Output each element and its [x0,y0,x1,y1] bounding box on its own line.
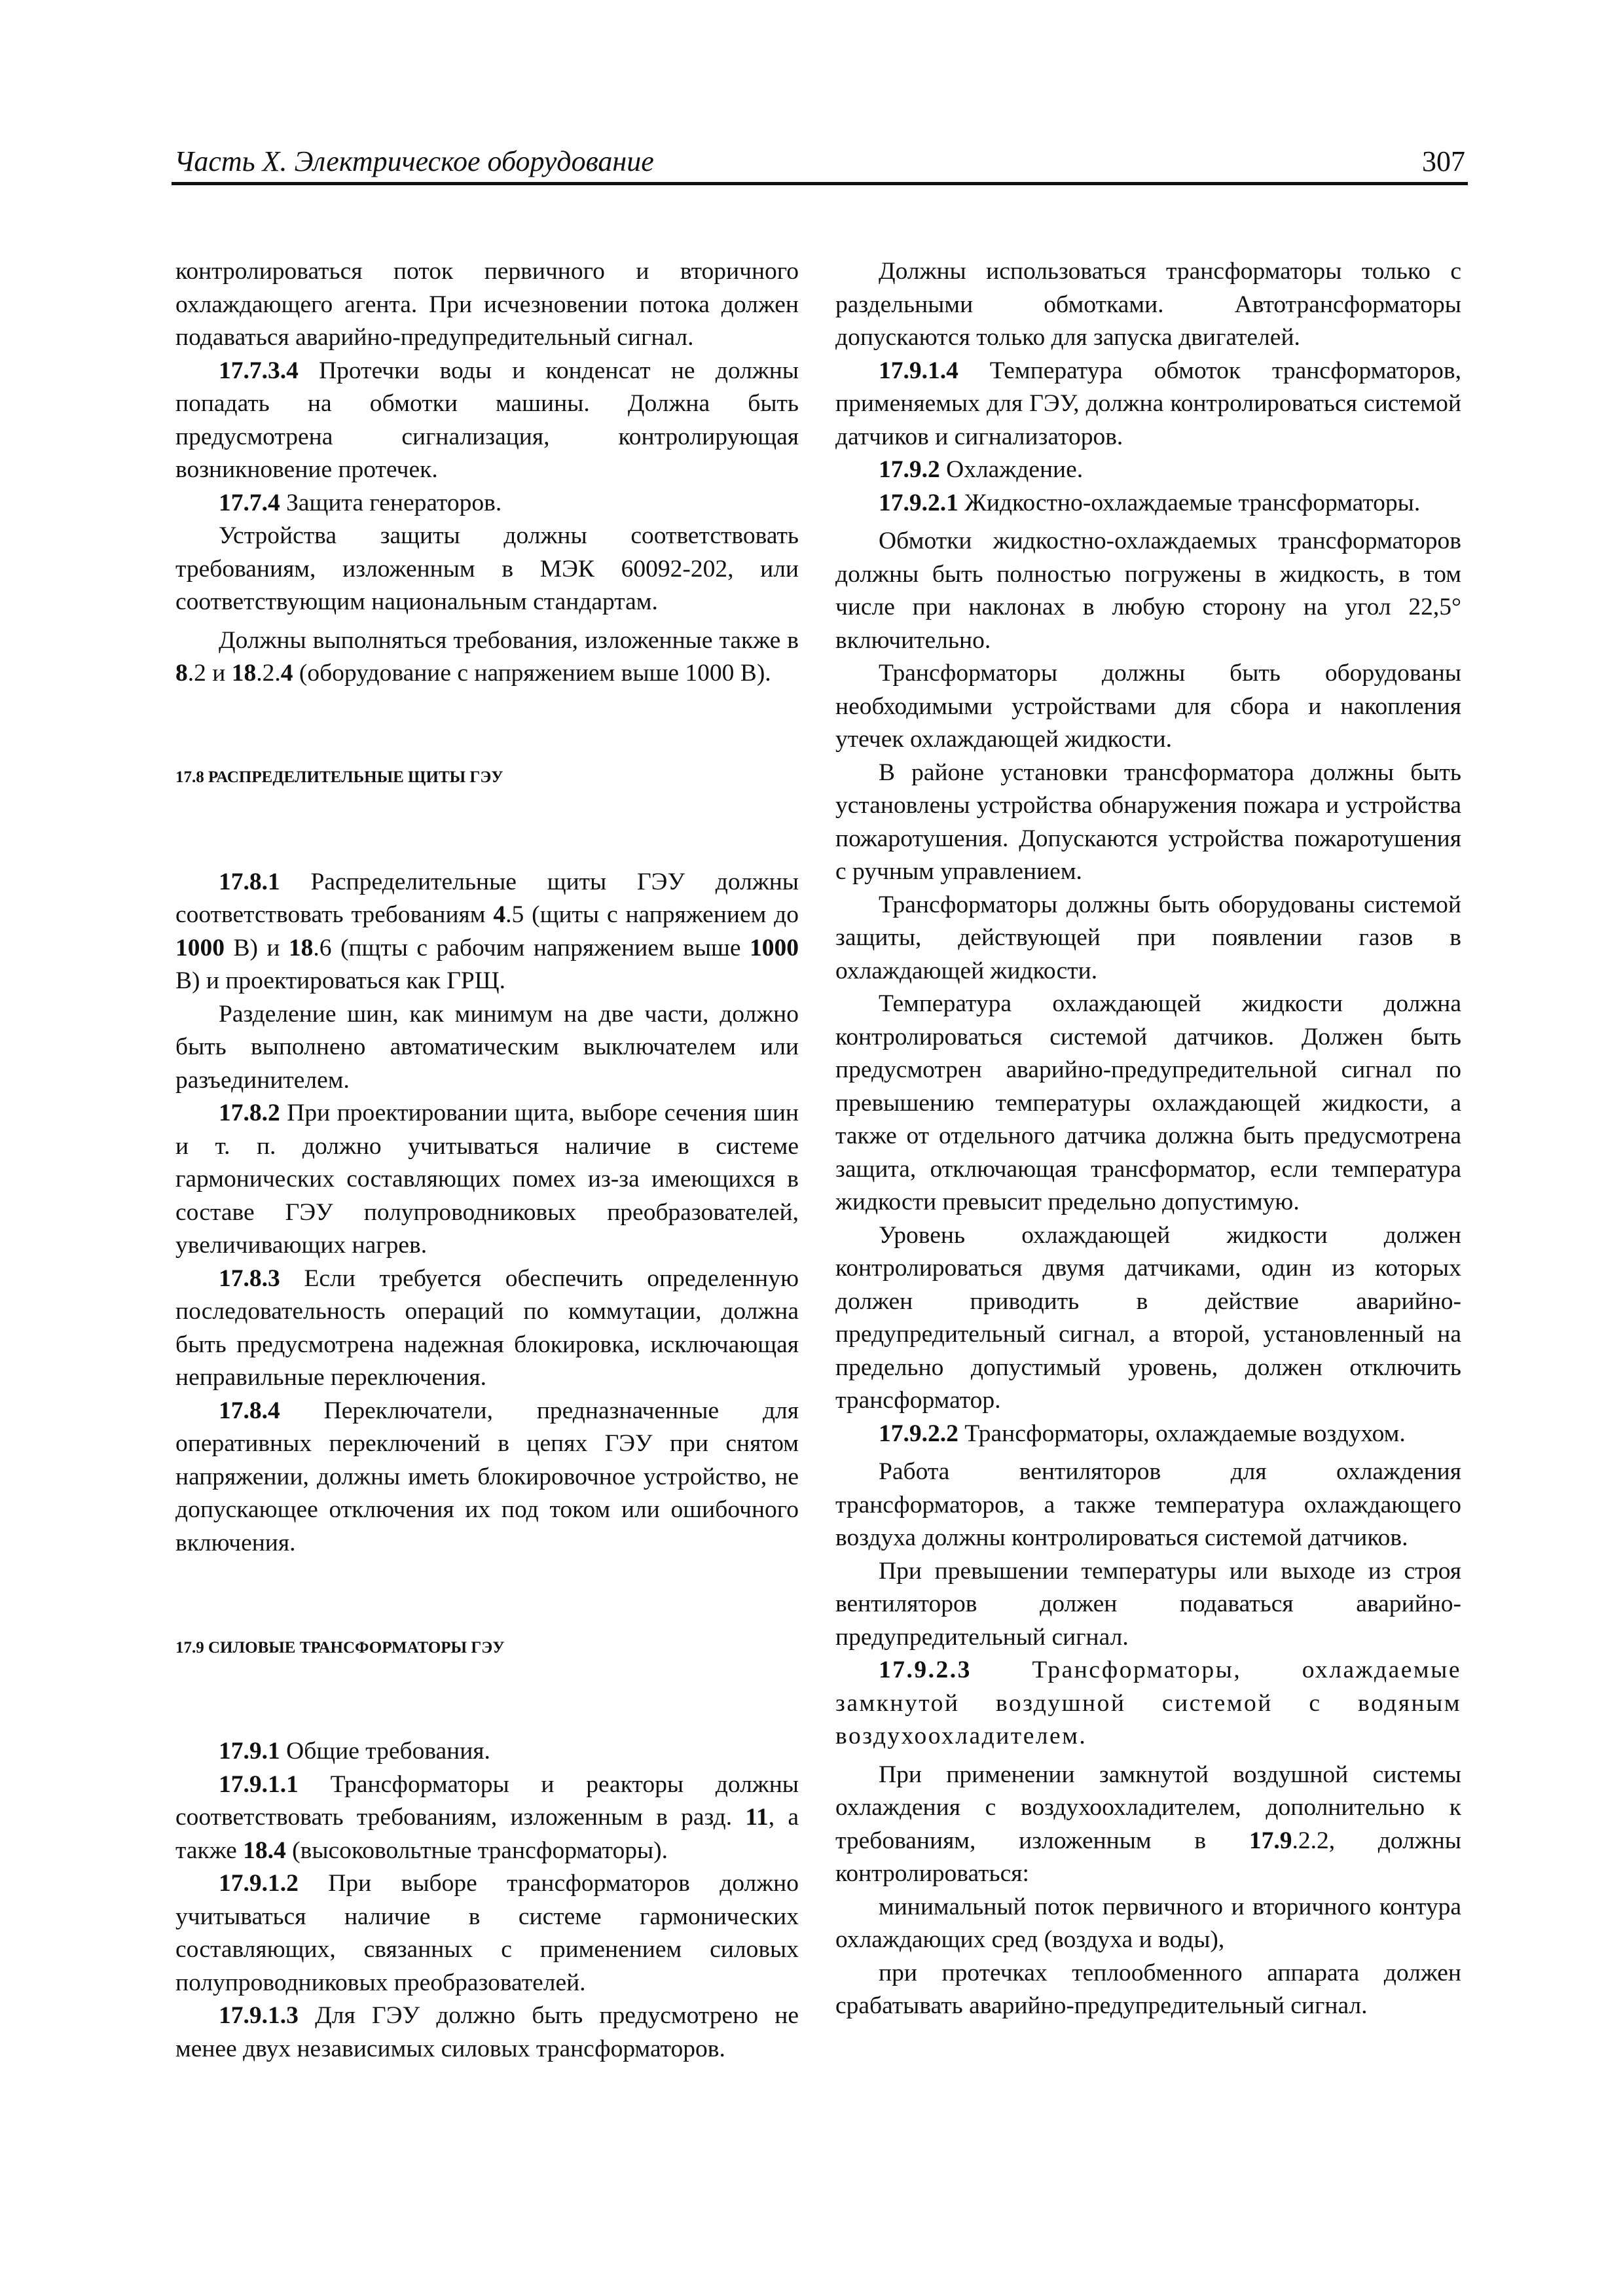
clause-number: 17.8.3 [219,1265,280,1292]
paragraph-text: (оборудование с напряжением выше 1000 В). [293,660,771,687]
clause-number: 17.8.2 [219,1100,280,1126]
paragraph-text: (высоковольтные трансформаторы). [285,1837,668,1864]
paragraph [175,624,799,691]
paragraph-text: .2.2, должны контролироваться: [835,1827,1461,1887]
paragraph: Разделение шин, как минимум на две части, должно быть выполнено автоматическим выключателем или разъединителем. [175,1000,799,1094]
reference-number: 17.9 [1249,1827,1292,1854]
paragraph: Устройства защиты должны соответствовать требованиям, изложенным в МЭК 60092-202, или соответствующим национальным стандартам. [175,522,799,615]
paragraph: контролироваться поток первичного и вторичного охлаждающего агента. При исчезновении потока должен подаваться аварийно-предупредительный сигнал. [175,258,799,351]
clause-number: 17.9.2.3 [879,1657,972,1683]
paragraph: В районе установки трансформатора должны быть установлены устройства обнаружения пожара и устройства пожаротушения. Допускаются устройства пожаротушения с ручным управлением. [835,759,1461,885]
paragraph [175,1263,799,1395]
paragraph-text: Трансформаторы, охлаждаемые воздухом. [958,1420,1406,1447]
clause-number: 17.9.2.1 [879,489,958,516]
paragraph-text: Распределительные щиты ГЭУ должны соответствовать требованиям [175,868,799,928]
page-number: 307 [1422,145,1465,177]
paragraph: при протечках теплообменного аппарата должен срабатывать аварийно-предупредительный сигнал. [835,1959,1461,2019]
paragraph [835,1654,1461,1753]
reference-number: 8 [175,660,188,687]
paragraph-text: .2. [256,660,281,687]
paragraph-text: .2 и [187,660,232,687]
paragraph-text: Трансформаторы, охлаждаемые замкнутой воздушной системой с водяным воздухоохладителем. [835,1657,1461,1749]
clause-number: 17.9.1.4 [879,357,958,384]
paragraph [835,1759,1461,1891]
paragraph [835,355,1461,454]
clause-number: 17.9.1.2 [219,1870,299,1897]
paragraph [175,866,799,998]
paragraph [175,1768,799,1868]
section-heading: 17.9 СИЛОВЫЕ ТРАНСФОРМАТОРЫ ГЭУ [175,1639,505,1657]
reference-number: 1000 [175,934,225,961]
clause-number: 17.8.4 [219,1397,280,1424]
paragraph: Работа вентиляторов для охлаждения трансформаторов, а также температура охлаждающего воздуха должны контролироваться системой датчиков. [835,1458,1461,1551]
section-heading: 17.8 РАСПРЕДЕЛИТЕЛЬНЫЕ ЩИТЫ ГЭУ [175,768,503,786]
running-header [172,143,1468,185]
paragraph-text: В) и проектироваться как ГРЩ. [175,967,505,994]
clause-number: 17.9.1.3 [219,2002,299,2029]
paragraph-text: При применении замкнутой воздушной системы охлаждения с воздухоохладителем, дополнительно к требованиям, изложенным в [835,1761,1461,1854]
paragraph-text: Протечки воды и конденсат не должны попадать на обмотки машины. Должна быть предусмотрена сигнализация, контролирующая возникновение протечек. [175,357,799,483]
paragraph [175,487,799,520]
paragraph: минимальный поток первичного и вторичного контура охлаждающих сред (воздуха и воды), [835,1893,1461,1953]
paragraph [175,355,799,487]
paragraph: Обмотки жидкостно-охлаждаемых трансформаторов должны быть полностью погружены в жидкость, в том числе при наклонах в любую сторону на угол 22,5° включительно. [835,528,1461,654]
paragraph-text: Жидкостно-охлаждаемые трансформаторы. [958,489,1421,516]
paragraph-text: Если требуется обеспечить определенную последовательность операций по коммутации, должна быть предусмотрена надежная блокировка, исключающая неправильные переключения. [175,1265,799,1391]
paragraph: Температура охлаждающей жидкости должна контролироваться системой датчиков. Должен быть предусмотрен аварийно-предупредительной сигнал по превышению температуры охлаждающей жидкости, а также от отдельного датчика должна быть предусмотрена защита, отключающая трансформатор, если температура жидкости превысит предельно допустимую. [835,990,1461,1215]
clause-number: 17.7.4 [219,489,280,516]
paragraph-text: Защита генераторов. [280,489,502,516]
paragraph-text: При выборе трансформаторов должно учитываться наличие в системе гармонических составляющих, связанных с применением силовых полупроводниковых преобразователей. [175,1870,799,1996]
reference-number: 4 [493,901,506,928]
paragraph-text: Общие требования. [280,1738,490,1765]
clause-number: 17.8.1 [219,868,280,895]
reference-number: 18 [288,934,314,961]
paragraph [835,1418,1461,1451]
left-column [175,255,799,2066]
paragraph-text: Температура обмоток трансформаторов, применяемых для ГЭУ, должна контролироваться системой датчиков и сигнализаторов. [835,357,1461,450]
paragraph-text: Переключатели, предназначенные для оперативных переключений в цепях ГЭУ при снятом напряжении, должны иметь блокировочное устройство, не допускающее отключения их под током или ошибочного включения. [175,1397,799,1556]
reference-number: 18.4 [243,1837,286,1864]
paragraph [175,2000,799,2066]
paragraph [175,1867,799,2000]
reference-number: 4 [280,660,293,687]
paragraph-text: .6 (пщты с рабочим напряжением выше [313,934,750,961]
clause-number: 17.7.3.4 [219,357,299,384]
paragraph: Должны использоваться трансформаторы только с раздельными обмотками. Автотрансформаторы допускаются только для запуска двигателей. [835,258,1461,351]
paragraph-text: При проектировании щита, выборе сечения шин и т. п. должно учитываться наличие в системе гармонических составляющих помех из-за имеющихся в составе ГЭУ полупроводниковых преобразователей, увеличивающих нагрев. [175,1100,799,1259]
reference-number: 1000 [750,934,799,961]
paragraph: Трансформаторы должны быть оборудованы системой защиты, действующей при появлении газов в охлаждающей жидкости. [835,891,1461,984]
paragraph-text: Должны выполняться требования, изложенные также в [219,626,799,654]
clause-number: 17.9.2 [879,456,940,483]
reference-number: 11 [745,1804,769,1831]
right-column [835,255,1461,2023]
paragraph: Трансформаторы должны быть оборудованы необходимыми устройствами для сбора и накопления утечек охлаждающей жидкости. [835,660,1461,753]
paragraph-text: Трансформаторы и реакторы должны соответствовать требованиям, изложенным в разд. [175,1770,799,1831]
clause-number: 17.9.1.1 [219,1770,299,1798]
paragraph: Уровень охлаждающей жидкости должен контролироваться двумя датчиками, один из которых должен приводить в действие аварийно-предупредительный сигнал, а второй, установленный на предельно допустимый уровень, должен отключить трансформатор. [835,1221,1461,1414]
header-title: Часть X. Электрическое оборудование [174,145,654,177]
paragraph-text: .5 (щиты с напряжением до [505,901,799,928]
clause-number: 17.9.2.2 [879,1420,958,1447]
paragraph [835,454,1461,487]
reference-number: 18 [231,660,257,687]
paragraph: При превышении температуры или выходе из строя вентиляторов должен подаваться аварийно-предупредительный сигнал. [835,1557,1461,1651]
paragraph-text: В) и [225,934,289,961]
paragraph [835,487,1461,520]
paragraph [175,1395,799,1560]
paragraph-text: Охлаждение. [939,456,1084,483]
paragraph-text: Для ГЭУ должно быть предусмотрено не менее двух независимых силовых трансформаторов. [175,2002,799,2062]
clause-number: 17.9.1 [219,1738,280,1765]
paragraph [175,1735,799,1768]
paragraph [175,1097,799,1263]
paragraph-text: , а также [175,1804,799,1864]
